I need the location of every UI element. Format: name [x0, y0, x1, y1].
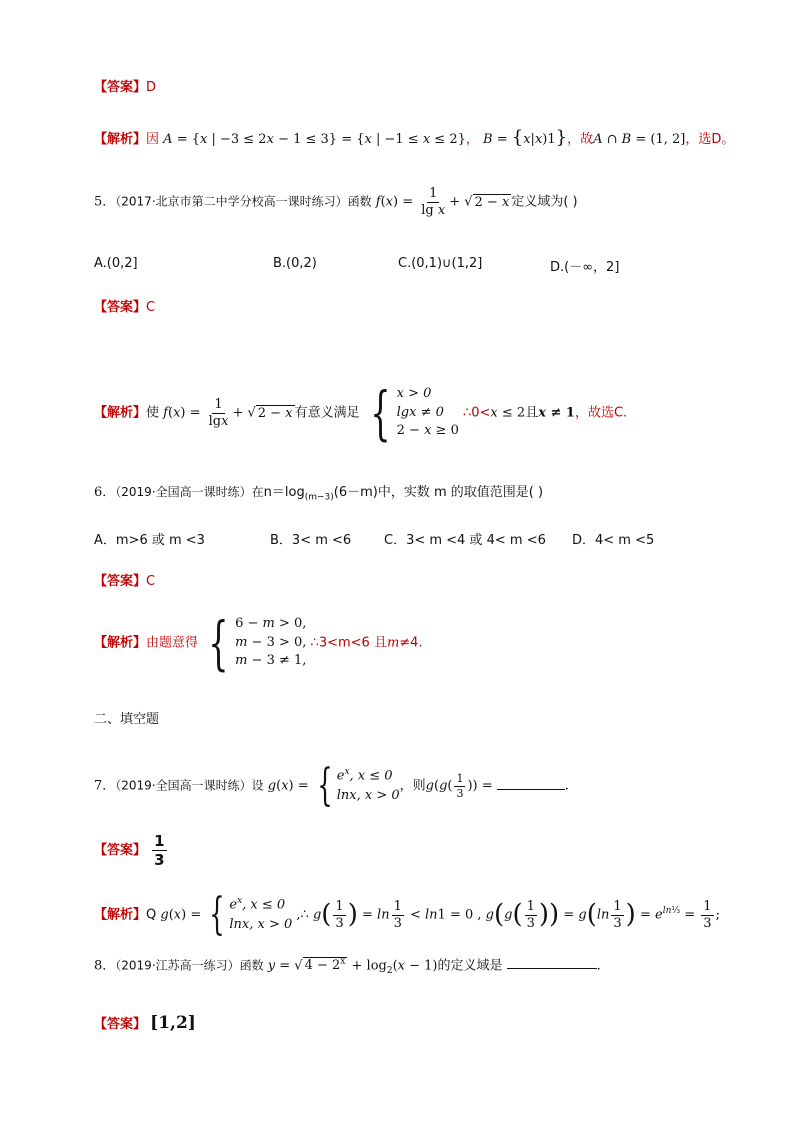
q4-answer-value: D — [146, 80, 157, 95]
q7-answer: 【答案】 $\frac{1}{3}$ — [94, 832, 165, 869]
q5-option-a: A.(0,2] — [94, 256, 138, 271]
q5-function: f — [375, 194, 381, 210]
q6-system: { 6 − m > 0, m − 3 > 0, m − 3 ≠ 1, — [208, 609, 307, 677]
answer-tag: 【答案】 — [94, 80, 147, 95]
q5-analysis: 【解析】使 f(x) = $\frac{1}{\lg x}$ + √ 2 − x 有意义满足 { x > 0 lgx ≠ 0 2 − x ≥ 0 ∴0<x ≤ 2且x ≠ 1，故选C. — [94, 379, 628, 447]
q7-stem: 7．（2019·全国高一课时练）设 g(x) = { $e^x$, x ≤ 0 lnx, x > 0 ，则g(g( $\frac{1}{3}$ )) = . — [94, 760, 569, 811]
q4-analysis: 【解析】因 A = {x | −3 ≤ 2x − 1 ≤ 3} = {x | −1 ≤ x ≤ 2}， B = {x|x)1}，故A ∩ B = (1, 2]，选D。 — [94, 127, 735, 148]
q5-option-b: B.(0,2) — [273, 256, 317, 271]
q7-answer-value: $\frac{1}{3}$ — [154, 832, 165, 869]
q6-analysis: 【解析】由题意得 { 6 − m > 0, m − 3 > 0, m − 3 ≠ 1, ∴3<m<6 且m≠4. — [94, 609, 423, 677]
q5-option-c: C.(0,1)∪(1,2] — [398, 256, 483, 271]
q8-answer-value: [1,2] — [150, 1013, 196, 1033]
q7-blank — [497, 789, 565, 790]
q8-blank — [507, 968, 597, 969]
q6-option-d: D．4< m <5 — [572, 533, 655, 548]
q6-stem: 6．（2019·全国高一课时练）在$n=\log_{(m-3)}(6-m)$中，实数 m 的取值范围是( ) — [94, 485, 544, 503]
q6-option-c: C．3< m <4 或 4< m <6 — [384, 533, 546, 548]
q6-answer-value: C — [146, 574, 156, 589]
q5-answer: 【答案】C — [94, 300, 156, 315]
q5-stem: 5．（2017·北京市第二中学分校高一课时练习）函数 f(x) = $\frac{1}{\text{lg x}}$ + √ 2 − x 定义域为( ) — [94, 186, 578, 218]
q6-expression: $n=\log_{(m-3)}(6-m)$ — [263, 485, 378, 503]
q4-answer — [94, 80, 156, 96]
q7-analysis: 【解析】Q g(x) = { $e^x$, x ≤ 0 lnx, x > 0 ,∴ g( $\frac{1}{3}$ ) = ln $\frac{1}{3}$ < ln1 = 0 , g(g( $\frac{1}{3}$ )) = g(ln $\frac{1}{3}$ ) = $e^{ln\frac{1}{3}}$ = $\frac{1}{3}$ ; — [94, 889, 720, 940]
q4-set-a: A — [163, 132, 173, 147]
section-heading: 二、填空题 — [94, 712, 160, 727]
q6-answer: 【答案】C — [94, 574, 156, 589]
q8-answer: 【答案】 [1,2] — [94, 1013, 196, 1033]
q5-system: { x > 0 lgx ≠ 0 2 − x ≥ 0 — [370, 379, 459, 447]
q6-option-a: A．m>6 或 m <3 — [94, 533, 205, 548]
q5-option-d: D.(－∞，2] — [550, 260, 620, 275]
q8-stem: 8．（2019·江苏高一练习）函数 y = √ $4 - 2^x + \log_2(x - 1)$的定义域是 . — [94, 957, 601, 976]
q7-piecewise: { $e^x$, x ≤ 0 lnx, x > 0 — [317, 760, 400, 811]
q6-option-b: B．3< m <6 — [270, 533, 352, 548]
q5-answer-value: C — [146, 300, 156, 315]
analysis-tag: 【解析】 — [94, 132, 147, 147]
